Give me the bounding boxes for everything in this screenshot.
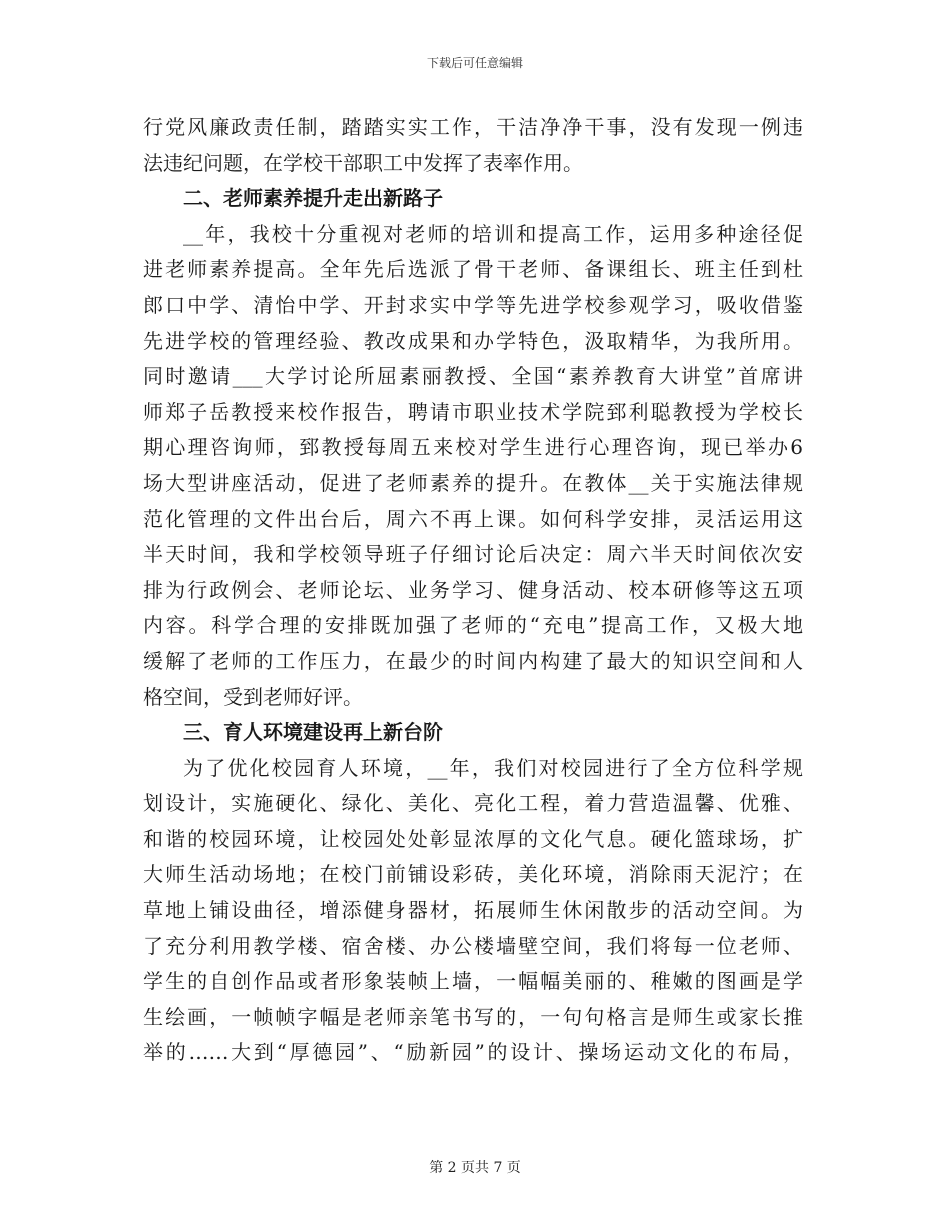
text-line: 排为行政例会、老师论坛、业务学习、健身活动、校本研修等这五项: [143, 577, 803, 602]
text-line: 和谐的校园环境，让校园处处彰显浓厚的文化气息。硬化篮球场，扩: [143, 826, 803, 851]
text-line: 先进学校的管理经验、教改成果和办学特色，汲取精华，为我所用。: [143, 328, 803, 353]
text-line: 格空间，受到老师好评。: [143, 684, 363, 709]
text-line: 学生的自创作品或者形象装帧上墙，一幅幅美丽的、稚嫩的图画是学: [143, 969, 803, 994]
text-line: 进老师素养提高。全年先后选派了骨干老师、备课组长、班主任到杜: [143, 257, 803, 282]
text-line: 半天时间，我和学校领导班子仔细讨论后决定：周六半天时间依次安: [143, 542, 803, 567]
text-line: 师郑子岳教授来校作报告，聘请市职业技术学院郅利聪教授为学校长: [143, 399, 803, 424]
text-line: 场大型讲座活动，促进了老师素养的提升。在教体__关于实施法律规: [143, 470, 803, 495]
page-footer: 第 2 页共 7 页: [429, 1160, 521, 1176]
text-line: 举的……大到“厚德园”、“励新园”的设计、操场运动文化的布局，: [143, 1040, 803, 1065]
section-heading: 三、育人环境建设再上新台阶: [183, 720, 443, 745]
text-line: 内容。科学合理的安排既加强了老师的“充电”提高工作，又极大地: [143, 613, 803, 638]
text-line: 草地上铺设曲径，增添健身器材，拓展师生休闲散步的活动空间。为: [143, 898, 803, 923]
text-line: 行党风廉政责任制，踏踏实实工作，干洁净净干事，没有发现一例违: [143, 115, 803, 139]
text-line: 法违纪问题，在学校干部职工中发挥了表率作用。: [143, 150, 583, 175]
text-line: 郎口中学、清怡中学、开封求实中学等先进学校参观学习，吸收借鉴: [143, 292, 803, 317]
document-body: [143, 110, 803, 1071]
text-line: 生绘画，一帧帧字幅是老师亲笔书写的，一句句格言是师生或家长推: [143, 1004, 803, 1029]
text-line: 大师生活动场地；在校门前铺设彩砖，美化环境，消除雨天泥泞；在: [143, 862, 803, 887]
text-line: 划设计，实施硬化、绿化、美化、亮化工程，着力营造温馨、优雅、: [143, 791, 803, 816]
text-line: 为了优化校园育人环境，__年，我们对校园进行了全方位科学规: [183, 755, 803, 780]
page-header: 下载后可任意编辑: [426, 56, 523, 70]
text-line: __年，我校十分重视对老师的培训和提高工作，运用多种途径促: [183, 221, 803, 246]
text-line: 同时邀请___大学讨论所屈素丽教授、全国“素养教育大讲堂”首席讲: [143, 364, 803, 389]
section-heading: 二、老师素养提升走出新路子: [183, 186, 443, 211]
text-line: 期心理咨询师，郅教授每周五来校对学生进行心理咨询，现已举办6: [143, 435, 803, 460]
text-line: 缓解了老师的工作压力，在最少的时间内构建了最大的知识空间和人: [143, 648, 803, 673]
text-line: 范化管理的文件出台后，周六不再上课。如何科学安排，灵活运用这: [143, 506, 803, 531]
text-line: 了充分利用教学楼、宿舍楼、办公楼墙壁空间，我们将每一位老师、: [143, 933, 803, 958]
